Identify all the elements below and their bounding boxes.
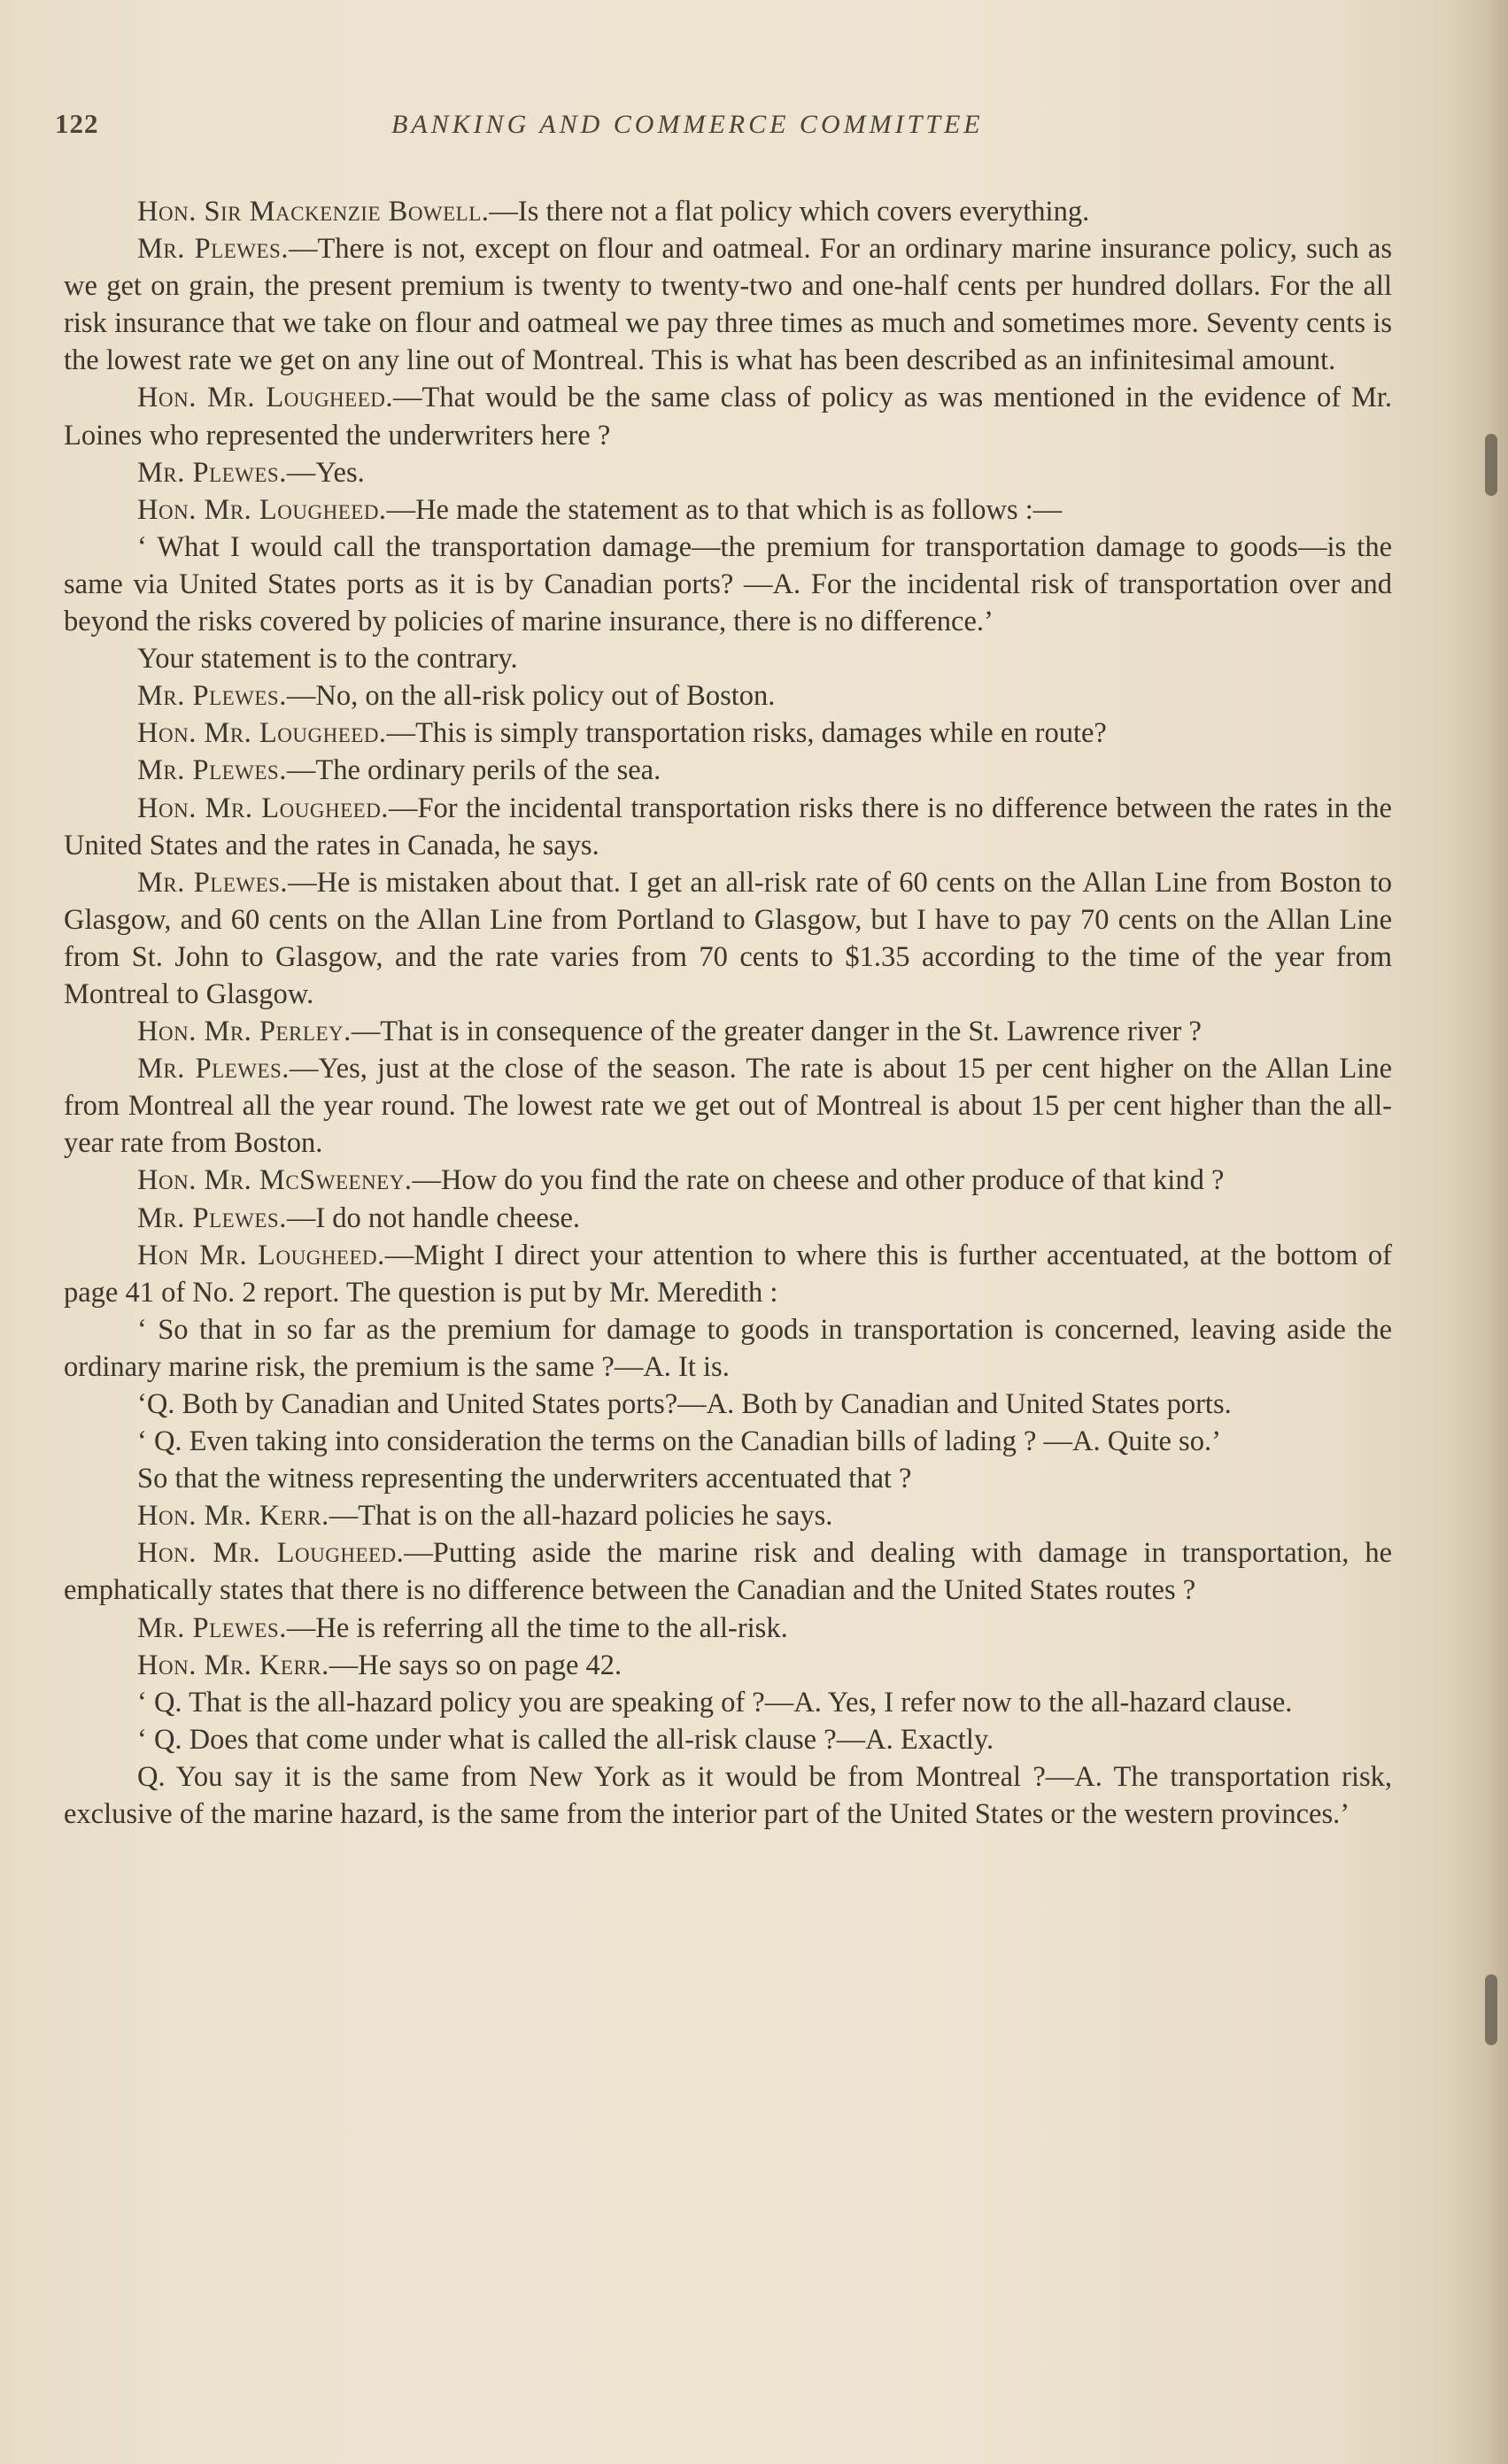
speaker-paragraph <box>64 1534 1392 1609</box>
paragraph-text: —No, on the all-risk policy out of Boston. <box>286 680 776 713</box>
speaker-paragraph <box>64 1200 1392 1237</box>
paragraph-text: —Putting aside the marine risk and dealing with damage in transportation, he emphatically states that there is no difference between the Canadian and the United States routes ? <box>64 1537 1392 1607</box>
running-title: BANKING AND COMMERCE COMMITTEE <box>391 110 984 139</box>
paragraph-text: —The ordinary perils of the sea. <box>286 754 661 787</box>
paragraph-text: Q. You say it is the same from New York as it would be from Montreal ?—A. The transportation risk, exclusive of the marine hazard, is the same from the interior part of the United States or the western provinces.’ <box>64 1760 1392 1831</box>
page-number: 122 <box>55 108 99 139</box>
quoted-paragraph <box>64 1684 1392 1721</box>
speaker-name: Hon. Mr. Kerr. <box>137 1649 329 1681</box>
speaker-paragraph <box>64 1610 1392 1647</box>
speaker-name: Hon. Mr. Lougheed. <box>137 717 387 750</box>
speaker-name: Hon Mr. Lougheed. <box>137 1239 385 1271</box>
paragraph-text: —For the incidental transportation risks there is no difference between the rates in the United States and the rates in Canada, he says. <box>64 792 1392 861</box>
speaker-name: Mr. Plewes. <box>137 233 289 266</box>
paragraph-text: —Is there not a flat policy which covers everything. <box>489 196 1090 228</box>
paragraph-text: —He is referring all the time to the all-risk. <box>286 1611 788 1644</box>
binding-mark <box>1485 434 1497 496</box>
paragraph-text: ‘ So that in so far as the premium for damage to goods in transportation is concerned, leaving aside the ordinary marine risk, the premium is the same ?—A. It is. <box>64 1313 1392 1383</box>
speaker-paragraph <box>64 790 1392 864</box>
speaker-name: Mr. Plewes. <box>137 680 287 713</box>
speaker-name: Hon. Mr. Lougheed. <box>137 382 393 414</box>
paragraph-text: —Yes, just at the close of the season. The rate is about 15 per cent higher on the Allan Line from Montreal all the year round. The lowest rate we get out of Montreal is about 15 per cent higher than the all-year rate from Boston. <box>64 1053 1392 1160</box>
quoted-paragraph <box>64 1758 1392 1833</box>
paragraph-text: —There is not, except on flour and oatmeal. For an ordinary marine insurance policy, such as we get on grain, the present premium is twenty to twenty-two and one-half cents per hundred dollars. For the all risk insurance that we take on flour and oatmeal we pay three times as much and sometimes more. Seventy cents is the lowest rate we get on any line out of Montreal. This is what has been described as an infinitesimal amount. <box>64 233 1392 377</box>
transcript-body <box>64 193 1392 1833</box>
paragraph-text: Your statement is to the contrary. <box>137 643 518 676</box>
quoted-paragraph <box>64 1311 1392 1386</box>
speaker-paragraph <box>64 379 1392 453</box>
speaker-paragraph <box>64 1647 1392 1684</box>
speaker-paragraph <box>64 1497 1392 1534</box>
paragraph-text: ‘ Q. That is the all-hazard policy you are speaking of ?—A. Yes, I refer now to the all-hazard clause. <box>137 1686 1293 1719</box>
speaker-paragraph <box>64 1237 1392 1311</box>
page-edge-shadow <box>1446 0 1508 2464</box>
speaker-paragraph <box>64 864 1392 1013</box>
paragraph-text: —Might I direct your attention to where this is further accentuated, at the bottom of page 41 of No. 2 report. The question is put by Mr. Meredith : <box>64 1239 1392 1309</box>
speaker-paragraph <box>64 1050 1392 1162</box>
paragraph-text: ‘Q. Both by Canadian and United States ports?—A. Both by Canadian and United States ports. <box>137 1388 1232 1420</box>
paragraph-text: —I do not handle cheese. <box>286 1201 581 1234</box>
speaker-name: Hon. Mr. Perley. <box>137 1016 352 1048</box>
paragraph-text: —He says so on page 42. <box>329 1649 623 1681</box>
paragraph-text: —That is in consequence of the greater danger in the St. Lawrence river ? <box>351 1016 1202 1048</box>
paragraph-text: —This is simply transportation risks, damages while en route? <box>386 717 1107 750</box>
speaker-paragraph <box>64 230 1392 379</box>
paragraph-text: ‘ What I would call the transportation damage—the premium for transportation damage to goods—is the same via United States ports as it is by Canadian ports? —A. For the incidental risk of transportation over and beyond the risks covered by policies of marine insurance, there is no difference.’ <box>64 530 1392 638</box>
quoted-paragraph <box>64 1423 1392 1460</box>
speaker-paragraph <box>64 193 1392 230</box>
speaker-paragraph <box>64 1013 1392 1050</box>
speaker-name: Mr. Plewes. <box>137 1611 287 1644</box>
speaker-name: Hon. Mr. Kerr. <box>137 1500 329 1533</box>
speaker-paragraph <box>64 752 1392 789</box>
quoted-paragraph <box>64 1386 1392 1423</box>
speaker-paragraph <box>64 491 1392 529</box>
paragraph-text: ‘ Q. Does that come under what is called the all-risk clause ?—A. Exactly. <box>137 1723 994 1756</box>
speaker-name: Mr. Plewes. <box>137 456 287 489</box>
paragraph-text: —He is mistaken about that. I get an all-risk rate of 60 cents on the Allan Line from Boston to Glasgow, and 60 cents on the Allan Line from Portland to Glasgow, but I have to pay 70 cents on the Allan Line from St. John to Glasgow, and the rate varies from 70 cents to $1.35 according to the time of the year from Montreal to Glasgow. <box>64 866 1392 1010</box>
paragraph-text: ‘ Q. Even taking into consideration the terms on the Canadian bills of lading ? —A. Quite so.’ <box>137 1425 1221 1458</box>
paragraph-text: —That is on the all-hazard policies he says. <box>329 1500 833 1533</box>
speaker-name: Hon. Mr. McSweeney. <box>137 1164 413 1197</box>
quoted-paragraph <box>64 529 1392 640</box>
speaker-name: Mr. Plewes. <box>137 866 289 899</box>
quoted-paragraph <box>64 640 1392 677</box>
page-header <box>55 108 1047 152</box>
speaker-name: Hon. Sir Mackenzie Bowell. <box>137 196 490 228</box>
speaker-paragraph <box>64 714 1392 752</box>
binding-mark <box>1485 1974 1497 2045</box>
speaker-name: Hon. Mr. Lougheed. <box>137 792 389 824</box>
speaker-name: Hon. Mr. Lougheed. <box>137 1537 405 1570</box>
speaker-name: Hon. Mr. Lougheed. <box>137 493 387 526</box>
paragraph-text: —He made the statement as to that which is as follows :— <box>386 493 1063 526</box>
speaker-paragraph <box>64 1162 1392 1199</box>
speaker-name: Mr. Plewes. <box>137 754 287 787</box>
speaker-name: Mr. Plewes. <box>137 1053 290 1085</box>
quoted-paragraph <box>64 1721 1392 1758</box>
speaker-paragraph <box>64 454 1392 491</box>
paragraph-text: —How do you find the rate on cheese and other produce of that kind ? <box>412 1164 1225 1197</box>
paragraph-text: —That would be the same class of policy as was mentioned in the evidence of Mr. Loines who represented the underwriters here ? <box>64 382 1392 452</box>
paragraph-text: —Yes. <box>286 456 365 489</box>
quoted-paragraph <box>64 1460 1392 1497</box>
paragraph-text: So that the witness representing the underwriters accentuated that ? <box>137 1463 912 1495</box>
speaker-name: Mr. Plewes. <box>137 1201 287 1234</box>
speaker-paragraph <box>64 677 1392 714</box>
